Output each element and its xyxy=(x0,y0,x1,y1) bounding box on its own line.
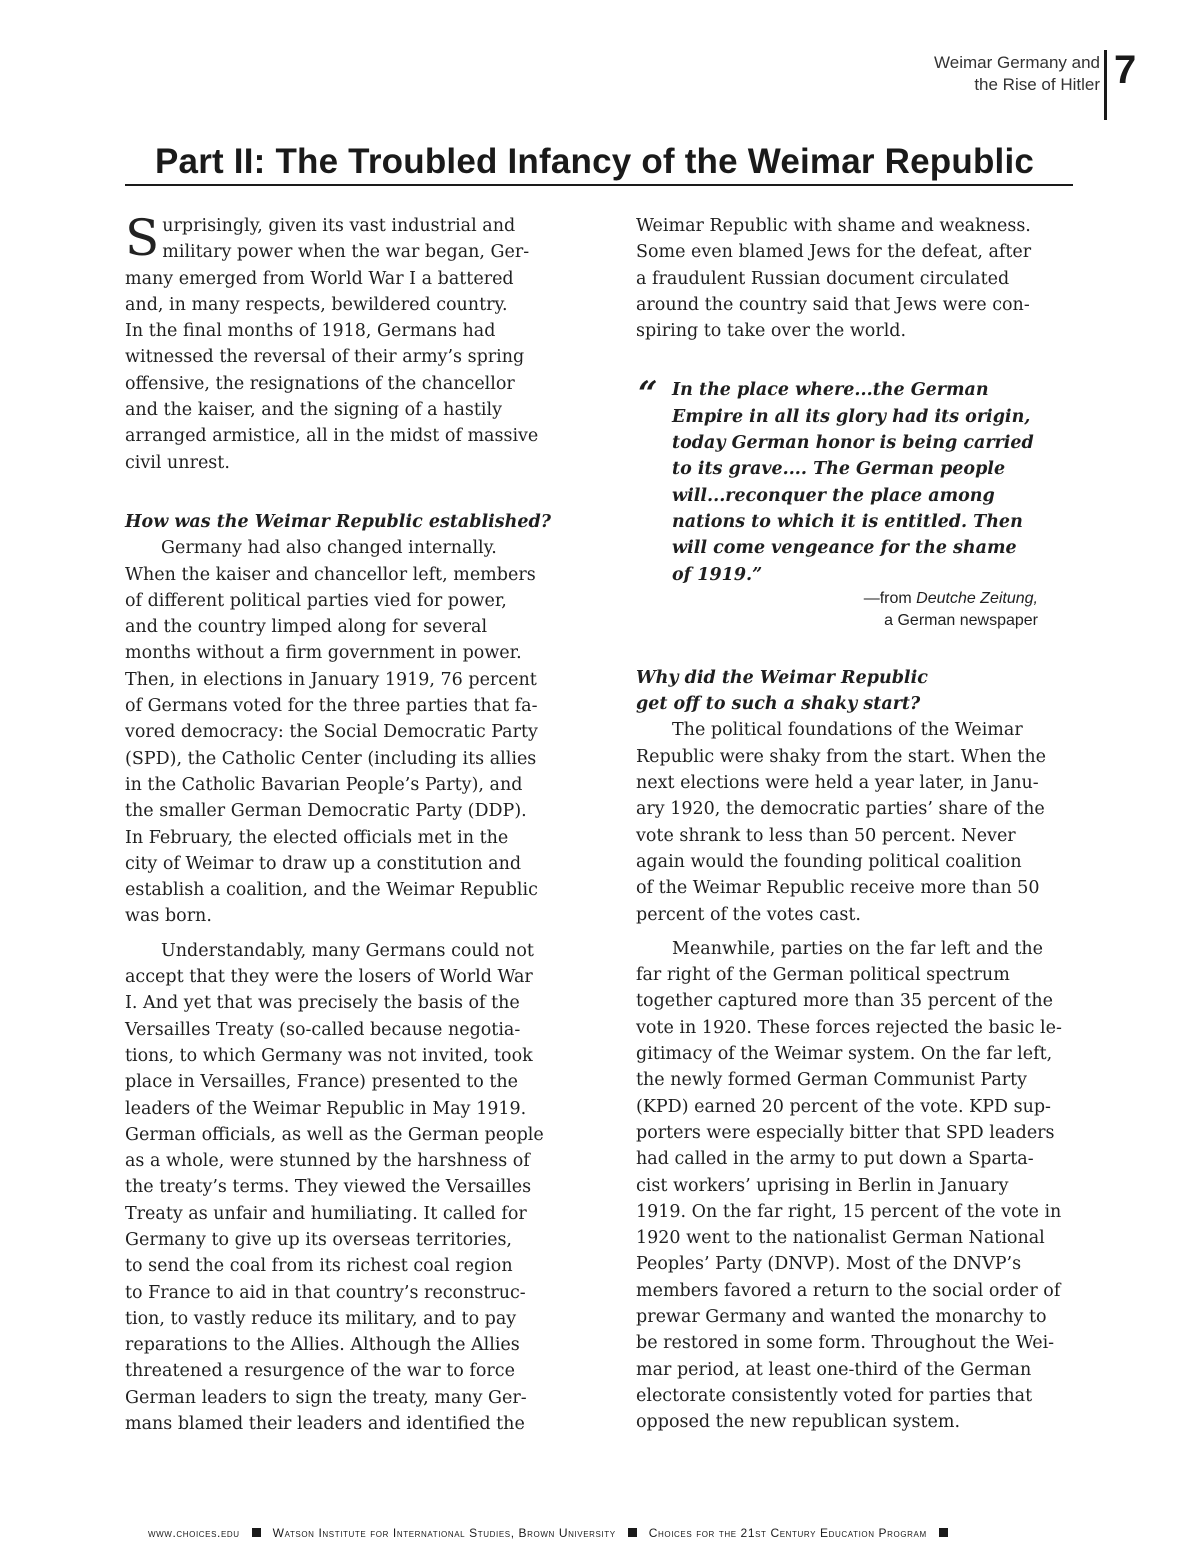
attribution-prefix: —from xyxy=(863,589,917,607)
text-line: vored democracy: the Social Democratic Party xyxy=(125,722,538,743)
section-heading: Why did the Weimar Republic xyxy=(636,667,928,688)
text-line: 1919. On the far right, 15 percent of the vote in xyxy=(636,1201,1062,1222)
pull-quote xyxy=(636,374,1086,587)
section-heading: How was the Weimar Republic established? xyxy=(125,511,551,532)
footer-program: Choices for the 21st Century Education Program xyxy=(648,1526,927,1540)
text-line: accept that they were the losers of World War xyxy=(125,967,533,988)
spacer xyxy=(125,930,575,938)
text-line: When the kaiser and chancellor left, members xyxy=(125,564,536,585)
text-line: the smaller German Democratic Party (DDP). xyxy=(125,801,527,822)
drop-cap: S xyxy=(125,209,160,267)
header-divider xyxy=(1104,50,1107,120)
text-line: cist workers’ uprising in Berlin in January xyxy=(636,1175,1009,1196)
spacer xyxy=(636,632,1086,665)
text-line: vote in 1920. These forces rejected the basic le- xyxy=(636,1017,1062,1038)
text-line: of different political parties vied for power, xyxy=(125,590,507,611)
quote-line: of 1919.” xyxy=(672,564,763,585)
text-line: gitimacy of the Weimar system. On the far left, xyxy=(636,1044,1053,1065)
quote-mark-icon: “ xyxy=(638,374,658,415)
spacer xyxy=(636,344,1086,377)
square-bullet-icon xyxy=(252,1528,261,1537)
text-line: urprisingly, given its vast industrial and xyxy=(162,216,516,236)
page-footer xyxy=(148,1526,960,1540)
footer-institute: Watson Institute for International Studies, Brown University xyxy=(272,1526,616,1540)
text-line: (SPD), the Catholic Center (including its allies xyxy=(125,748,537,769)
section-heading: get off to such a shaky start? xyxy=(636,694,921,715)
attribution-source: Deutche Zeitung, xyxy=(916,589,1038,607)
text-line: electorate consistently voted for parties that xyxy=(636,1385,1033,1406)
text-line: far right of the German political spectrum xyxy=(636,965,1010,986)
text-line: reparations to the Allies. Although the Allies xyxy=(125,1335,520,1356)
text-line: offensive, the resignations of the chancellor xyxy=(125,373,515,394)
quote-line: nations to which it is entitled. Then xyxy=(672,511,1023,532)
text-line: was born. xyxy=(125,906,212,927)
text-line: place in Versailles, France) presented to the xyxy=(125,1072,519,1093)
text-line: in the Catholic Bavarian People’s Party), and xyxy=(125,774,523,795)
text-line: ary 1920, the democratic parties’ share of the xyxy=(636,799,1045,820)
text-line: threatened a resurgence of the war to force xyxy=(125,1361,515,1382)
attribution-line-1 xyxy=(636,588,1038,610)
intro-paragraph xyxy=(125,209,575,476)
paragraph xyxy=(636,213,1086,344)
text-line: prewar Germany and wanted the monarchy to xyxy=(636,1306,1047,1327)
text-line: Understandably, many Germans could not xyxy=(161,940,534,961)
header-line-2: the Rise of Hitler xyxy=(974,75,1100,94)
title-underline xyxy=(125,184,1073,186)
text-line: the treaty’s terms. They viewed the Versailles xyxy=(125,1177,532,1198)
text-line: 1920 went to the nationalist German National xyxy=(636,1228,1045,1249)
page-number: 7 xyxy=(1114,48,1137,92)
quote-line: will...reconquer the place among xyxy=(672,485,995,506)
quote-line: In the place where...the German xyxy=(672,380,989,401)
text-line: porters were especially bitter that SPD leaders xyxy=(636,1122,1055,1143)
text-line: to France to aid in that country’s reconstruc- xyxy=(125,1282,526,1303)
text-line: Versailles Treaty (so-called because negotia- xyxy=(125,1019,521,1040)
text-line: arranged armistice, all in the midst of massive xyxy=(125,426,539,447)
text-line: vote shrank to less than 50 percent. Never xyxy=(636,825,1016,846)
text-line: Meanwhile, parties on the far left and the xyxy=(672,938,1044,959)
text-line: establish a coalition, and the Weimar Republic xyxy=(125,880,538,901)
text-line: members favored a return to the social order of xyxy=(636,1280,1061,1301)
text-line: tion, to vastly reduce its military, and to pay xyxy=(125,1308,517,1329)
text-line: (KPD) earned 20 percent of the vote. KPD sup- xyxy=(636,1096,1051,1117)
right-column xyxy=(636,213,1086,1435)
text-line: mar period, at least one-third of the German xyxy=(636,1359,1032,1380)
page-title: Part II: The Troubled Infancy of the Weimar Republic xyxy=(155,142,1035,181)
spacer xyxy=(636,928,1086,936)
text-line: military power when the war began, Ger- xyxy=(162,242,530,263)
text-line: the newly formed German Communist Party xyxy=(636,1070,1028,1091)
text-line: In February, the elected officials met in the xyxy=(125,827,509,848)
text-line: civil unrest. xyxy=(125,452,230,473)
text-line: Germany to give up its overseas territories, xyxy=(125,1229,512,1250)
text-line: spiring to take over the world. xyxy=(636,321,907,342)
spacer xyxy=(125,476,575,509)
text-line: I. And yet that was precisely the basis of the xyxy=(125,993,520,1014)
square-bullet-icon xyxy=(939,1528,948,1537)
text-line: and the kaiser, and the signing of a hastily xyxy=(125,400,502,421)
running-header xyxy=(934,52,1100,96)
paragraph xyxy=(636,717,1086,927)
text-line: many emerged from World War I a battered xyxy=(125,268,514,289)
text-line: next elections were held a year later, in Janu- xyxy=(636,773,1039,794)
header-line-1: Weimar Germany and xyxy=(934,53,1100,72)
text-line: Treaty as unfair and humiliating. It called for xyxy=(125,1203,527,1224)
text-line: Weimar Republic with shame and weakness. xyxy=(636,216,1031,236)
attribution-line-2: a German newspaper xyxy=(884,611,1038,629)
text-line: In the final months of 1918, Germans had xyxy=(125,321,496,342)
text-line: Germany had also changed internally. xyxy=(161,538,497,559)
text-line: to send the coal from its richest coal region xyxy=(125,1256,513,1277)
paragraph xyxy=(636,936,1086,1436)
text-line: witnessed the reversal of their army’s spring xyxy=(125,347,525,368)
text-line: as a whole, were stunned by the harshness of xyxy=(125,1151,530,1172)
quote-line: will come vengeance for the shame xyxy=(672,538,1017,559)
text-line: of the Weimar Republic receive more than 50 xyxy=(636,878,1040,899)
quote-attribution xyxy=(636,588,1086,632)
text-line: The political foundations of the Weimar xyxy=(672,720,1023,741)
text-line: city of Weimar to draw up a constitution and xyxy=(125,853,522,874)
text-line: German leaders to sign the treaty, many Ger- xyxy=(125,1387,527,1408)
left-column xyxy=(125,209,575,1437)
text-line: Then, in elections in January 1919, 76 percent xyxy=(125,669,537,690)
paragraph xyxy=(125,938,575,1438)
text-line: again would the founding political coalition xyxy=(636,851,1022,872)
text-line: Some even blamed Jews for the defeat, after xyxy=(636,242,1032,263)
square-bullet-icon xyxy=(628,1528,637,1537)
text-line: months without a firm government in power. xyxy=(125,643,522,664)
text-line: percent of the votes cast. xyxy=(636,904,861,925)
text-line: German officials, as well as the German people xyxy=(125,1124,544,1145)
text-line: tions, to which Germany was not invited, took xyxy=(125,1045,533,1066)
text-line: be restored in some form. Throughout the Wei- xyxy=(636,1333,1055,1354)
quote-line: Empire in all its glory had its origin, xyxy=(672,406,1031,427)
text-line: mans blamed their leaders and identified the xyxy=(125,1414,525,1435)
quote-line: today German honor is being carried xyxy=(672,433,1034,454)
text-line: opposed the new republican system. xyxy=(636,1412,961,1433)
text-line: around the country said that Jews were con- xyxy=(636,294,1030,315)
footer-website-link[interactable]: www.choices.edu xyxy=(148,1526,240,1540)
text-line: a fraudulent Russian document circulated xyxy=(636,268,1010,289)
text-line: leaders of the Weimar Republic in May 1919. xyxy=(125,1098,527,1119)
text-line: and the country limped along for several xyxy=(125,617,488,638)
text-line: and, in many respects, bewildered country. xyxy=(125,294,508,315)
text-line: of Germans voted for the three parties that fa- xyxy=(125,696,538,717)
text-line: had called in the army to put down a Sparta- xyxy=(636,1149,1034,1170)
quote-line: to its grave.... The German people xyxy=(672,459,1006,480)
text-line: Republic were shaky from the start. When the xyxy=(636,746,1046,767)
text-line: together captured more than 35 percent of the xyxy=(636,991,1053,1012)
text-line: Peoples’ Party (DNVP). Most of the DNVP’s xyxy=(636,1254,1022,1275)
paragraph xyxy=(125,535,575,929)
